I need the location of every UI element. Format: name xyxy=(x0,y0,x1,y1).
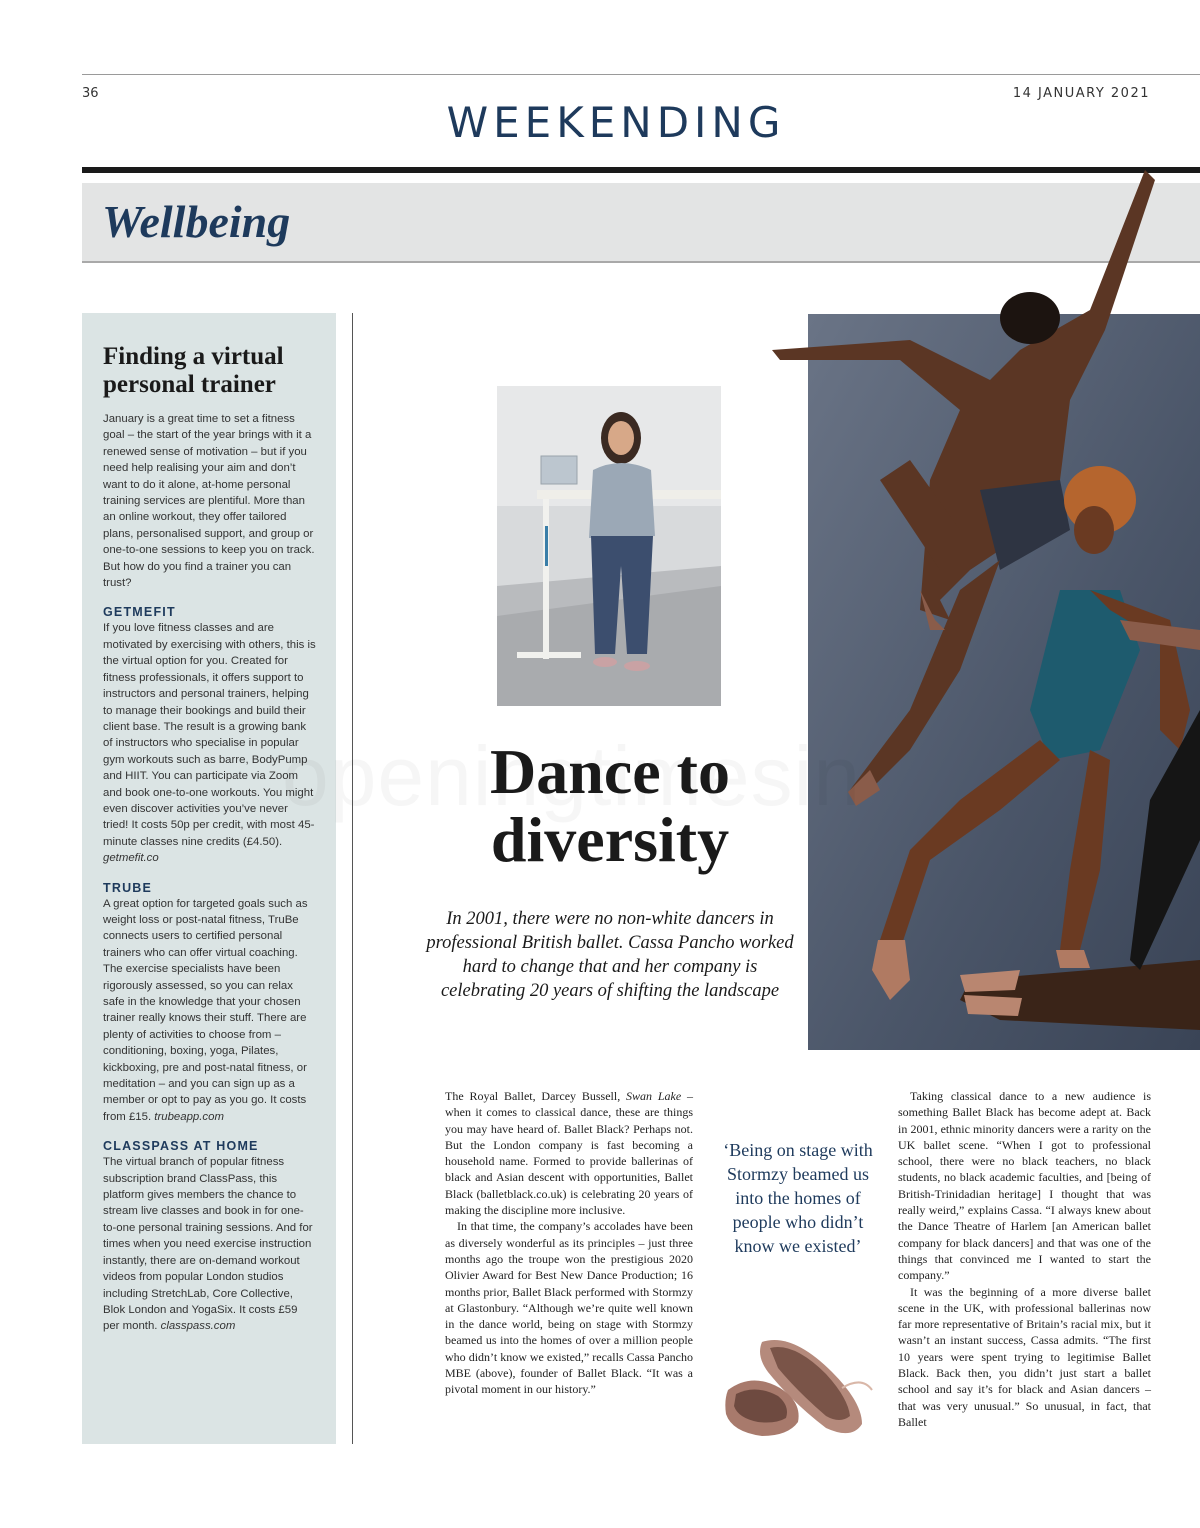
portrait-photo xyxy=(497,386,721,706)
sidebar-body-classpass: The virtual branch of popular fitness subscription brand ClassPass, this platform gives members the chance to stream live classes and book in for one-to-one personal training sessions. And for times when you need exercise instruction instantly, there are on-demand workout videos from popular London studios including StretchLab, Core Collective, Blok London and YogaSix. It costs £59 per month. xyxy=(103,1156,313,1333)
sidebar-intro: January is a great time to set a fitness goal – the start of the year brings with it a renewed sense of motivation – but if you need help realising your aim and don’t want to do it alone, at-home personal training services are plentiful. More than an online workout, they offer tailored plans, personalised support, and group or one-to-one sessions to keep you on track. But how do you find a trainer you can trust? xyxy=(103,413,315,590)
page-number: 36 xyxy=(82,86,99,101)
sidebar-title: Finding a virtual personal trainer xyxy=(103,343,284,398)
sidebar-heading-getmefit: GETMEFIT xyxy=(103,605,176,620)
masthead: WEEKENDING xyxy=(446,98,786,147)
dancers-photo xyxy=(760,150,1200,1060)
article-column-3 xyxy=(898,1088,1151,1430)
sidebar-column-rule xyxy=(352,313,353,1444)
sidebar-heading-trube: TRUBE xyxy=(103,880,153,895)
article-paragraph: In that time, the company’s accolades have been as diversely wonderful as its principles – just three months ago the troupe won the prestigious 2020 Olivier Award for Best New Dance Production; 16 months prior, Ballet Black performed with Stormzy at Glastonbury. “Although we’re quite well known in the dance world, being on stage with Stormzy beamed us into the homes of over a million people who didn’t know we existed,” recalls Cassa Pancho MBE (above), founder of Ballet Black. “It was a pivotal moment in our history.” xyxy=(445,1219,693,1397)
sidebar-link-getmefit[interactable]: getmefit.co xyxy=(103,852,159,865)
issue-date: 14 JANUARY 2021 xyxy=(1012,86,1150,101)
article-paragraph: The Royal Ballet, Darcey Bussell, Swan Lake – when it comes to classical dance, these are things you may have heard of. Ballet Black? Perhaps not. But the London company is fast becoming a household name. Formed to provide ballerinas of black and Asian descent with opportunities, Ballet Black (balletblack.co.uk) is celebrating 20 years of making the discipline more inclusive. xyxy=(445,1089,693,1218)
sidebar-heading-classpass: CLASSPASS AT HOME xyxy=(103,1139,259,1154)
sidebar-body-trube: A great option for targeted goals such as weight loss or post-natal fitness, TruBe connects users to certified personal trainers who can offer virtual coaching. The exercise specialists have been rigorously assessed, so you can relax safe in the knowledge that your chosen trainer really knows their stuff. There are plenty of activities to choose from – conditioning, boxing, yoga, Pilates, kickboxing, pre and post-natal fitness, or meditation – and you can sign up as a member or opt to pay as you go. It costs from £15. xyxy=(103,897,308,1123)
sidebar-link-trube[interactable]: trubeapp.com xyxy=(154,1110,224,1123)
article-standfirst: In 2001, there were no non-white dancers in professional British ballet. Cassa Pancho worked hard to change that and her company is celebrating 20 years of shifting the landscape xyxy=(426,909,794,1001)
sidebar-box xyxy=(82,313,336,1444)
article-paragraph: Taking classical dance to a new audience is something Ballet Black has become adept at. Back in 2001, ethnic minority dancers were a rarity on the UK ballet scene. “When I got to professional school, there were no black teachers, no black students, no black academic faculties, and [being of British-Trinidadian heritage] I thought that was really weird,” explains Cassa. “I always knew about the Dance Theatre of Harlem [an American ballet company for black dancers] and that was one of the things that convinced me I wanted to start the company.” xyxy=(898,1089,1151,1283)
section-title: Wellbeing xyxy=(102,196,291,247)
ballet-shoes-photo xyxy=(722,1332,876,1444)
article-paragraph: It was the beginning of a more diverse ballet scene in the UK, with professional ballerinas now far more representative of Britain’s racial mix, but it wasn’t an instant success, Cassa admits. “The first 10 years were spent trying to legitimise Ballet Black. Back then, you didn’t just start a ballet school and say it’s for black and Asian dancers – that was very unusual.” So unusual, in fact, that Ballet xyxy=(898,1284,1151,1429)
pull-quote: ‘Being on stage with Stormzy beamed us into the homes of people who didn’t know we existed’ xyxy=(723,1140,873,1256)
top-rule xyxy=(82,74,1200,75)
sidebar-body-getmefit: If you love fitness classes and are motivated by exercising with others, this is the virtual option for you. Created for fitness professionals, it offers support to instructors and personal trainers, helping to manage their bookings and build their client base. The result is a growing bank of instructors who specialise in popular gym workouts such as barre, BodyPump and HIIT. You can participate via Zoom and book one-to-one workouts. You might even discover activities you’ve never tried! It costs 50p per credit, with most 45-minute classes nine credits (£4.50). xyxy=(103,622,316,848)
sidebar-link-classpass[interactable]: classpass.com xyxy=(160,1320,236,1333)
article-headline: Dance to diversity xyxy=(490,736,730,875)
article-column-1 xyxy=(445,1088,693,1398)
